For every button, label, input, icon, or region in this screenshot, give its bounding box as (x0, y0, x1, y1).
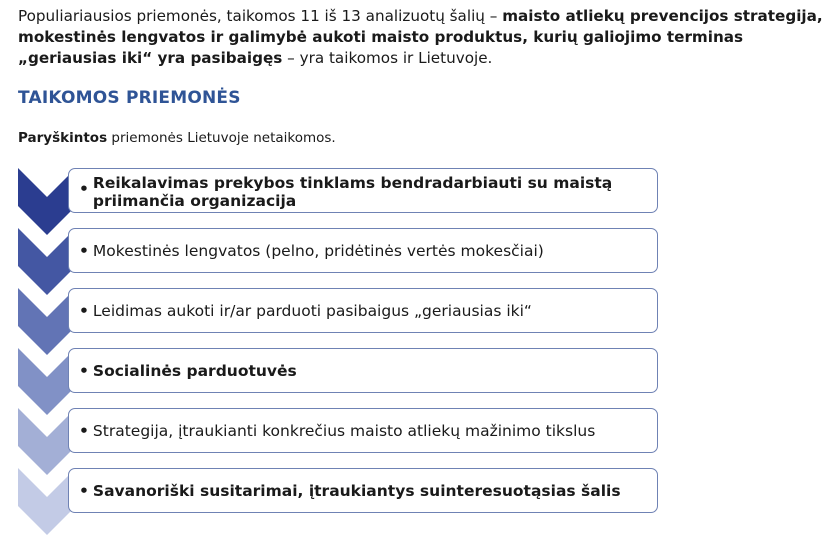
intro-text-part1: Populiariausios priemonės, taikomos 11 iš 13 analizuotų šalių – (18, 7, 503, 25)
measure-box-1 (68, 168, 658, 213)
measure-text-6: Savanoriški susitarimai, įtraukiantys suinteresuotąsias šalis (92, 481, 621, 500)
measure-text-4: Socialinės parduotuvės (92, 361, 297, 380)
bullet-3: • (79, 301, 89, 320)
legend-note-bold: Paryškintos (18, 130, 108, 146)
intro-text-bold: maisto atliekų prevencijos strategija, mokestinės lengvatos ir galimybė aukoti maisto produktus, kurių galiojimo terminas „geriausias iki“ yra pasibaigęs (18, 7, 823, 67)
bullet-4: • (79, 361, 89, 380)
measure-text-5: Strategija, įtraukianti konkrečius maisto atliekų mažinimo tikslus (92, 421, 596, 440)
measure-text-3: Leidimas aukoti ir/ar parduoti pasibaigus „geriausias iki“ (92, 301, 532, 320)
measure-box-3 (68, 288, 658, 333)
measure-box-6 (68, 468, 658, 513)
section-heading: TAIKOMOS PRIEMONĖS (18, 88, 241, 108)
legend-note-rest: priemonės Lietuvoje netaikomos. (107, 130, 336, 146)
bullet-1: • (79, 180, 89, 198)
bullet-5: • (79, 421, 89, 440)
bullet-2: • (79, 241, 89, 260)
measure-box-5 (68, 408, 658, 453)
measure-box-4 (68, 348, 658, 393)
measure-text-1: Reikalavimas prekybos tinklams bendradarbiauti su maistą priimančia organizacija (92, 174, 613, 210)
measure-box-2 (68, 228, 658, 273)
measure-text-2: Mokestinės lengvatos (pelno, pridėtinės vertės mokesčiai) (92, 241, 544, 260)
intro-text-part2: – yra taikomos ir Lietuvoje. (282, 49, 493, 67)
bullet-6: • (79, 481, 89, 500)
